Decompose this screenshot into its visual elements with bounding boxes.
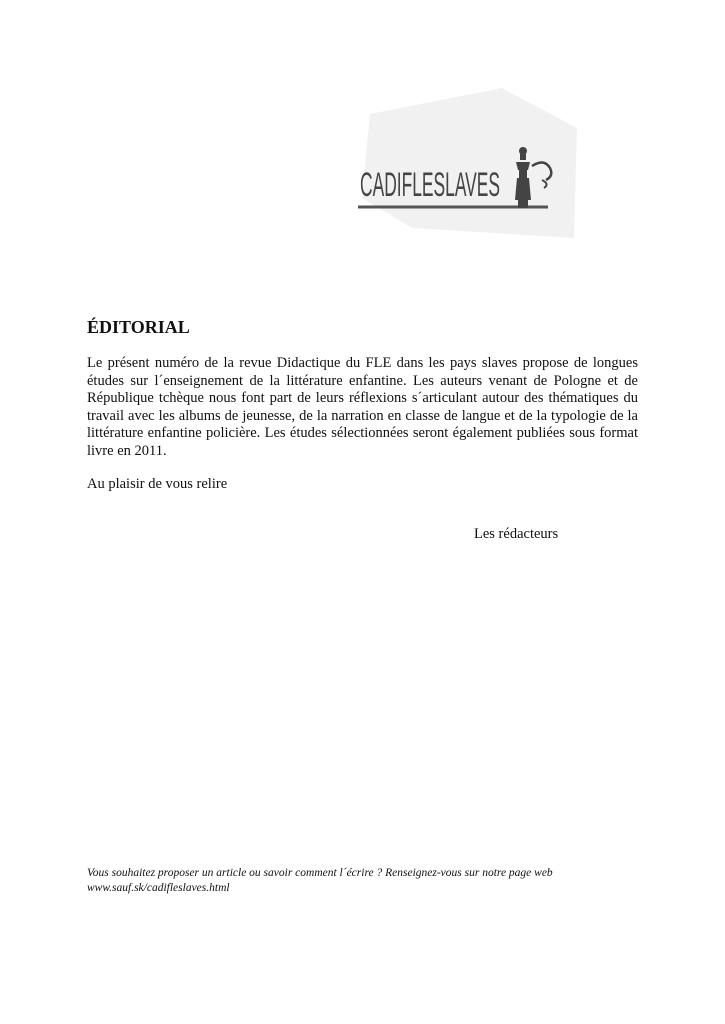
footer-note [87, 866, 647, 896]
closing-line: Au plaisir de vous relire [87, 476, 228, 492]
logo-text: CADIFLESLAVES [360, 166, 500, 204]
signature: Les rédacteurs [474, 526, 559, 542]
footer-line-1: Vous souhaitez proposer un article ou savoir comment l´écrire ? Renseignez-vous sur notre page web [87, 867, 553, 879]
logo-graphic [352, 88, 577, 238]
cadifleslaves-logo [352, 88, 577, 238]
editorial-paragraph: Le présent numéro de la revue Didactique du FLE dans les pays slaves propose de longues études sur l´enseignement de la littérature enfantine. Les auteurs venant de Pologne et de République tchèque nous font part de leurs réflexions s´articulant autour des thématiques du travail avec les albums de jeunesse, de la narration en classe de langue et de la typologie de la littérature enfantine policière. Les études sélectionnées seront également publiées sous format livre en 2011. [87, 355, 638, 459]
footer-url: www.sauf.sk/cadifleslaves.html [87, 882, 230, 894]
editorial-heading: ÉDITORIAL [87, 317, 190, 337]
